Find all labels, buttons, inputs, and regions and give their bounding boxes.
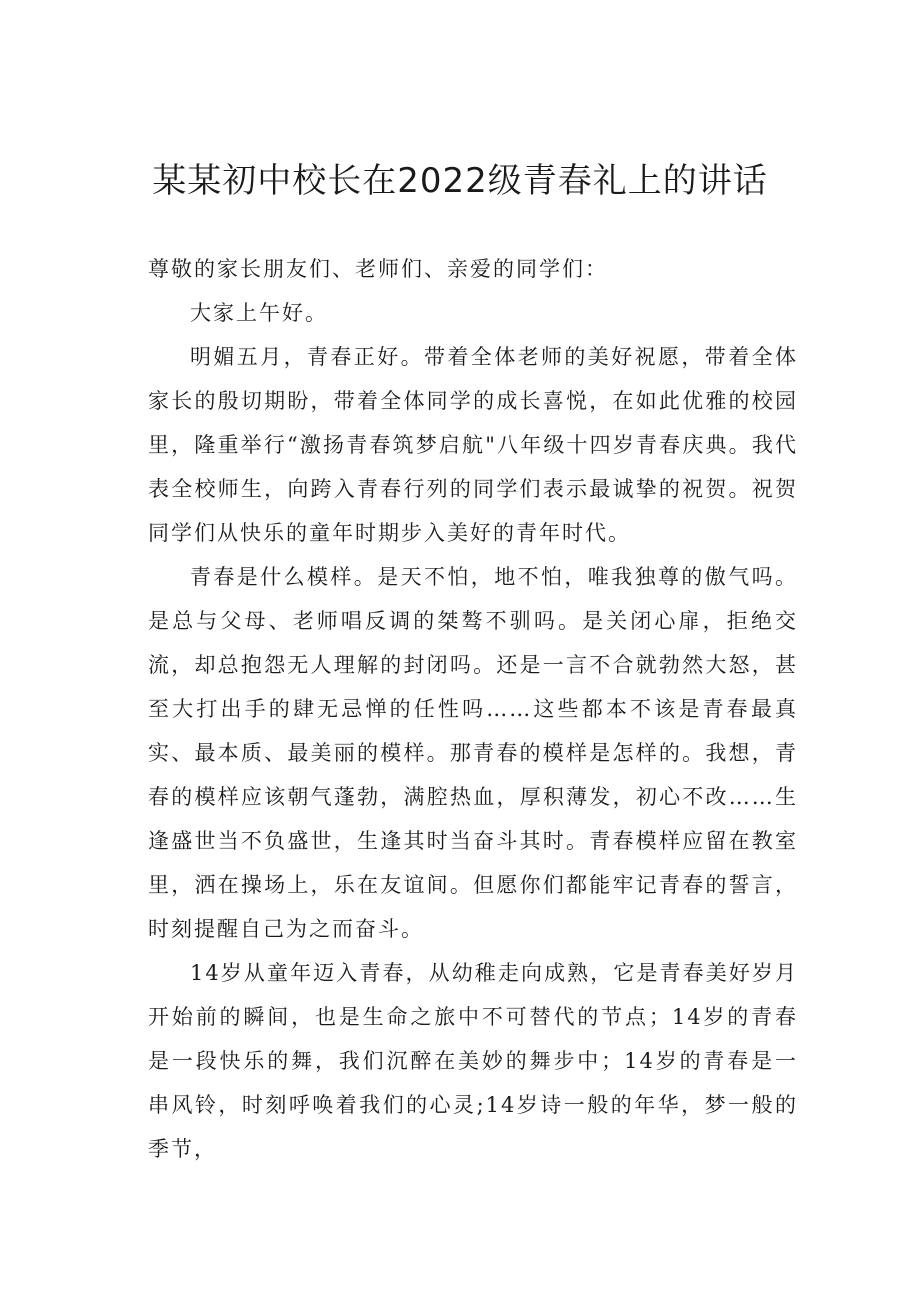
paragraph-opening: 明媚五月，青春正好。带着全体老师的美好祝愿，带着全体家长的殷切期盼，带着全体同学的成长喜悦，在如此优雅的校园里，隆重举行“激扬青春筑梦启航"八年级十四岁青春庆典。我代表全校师生，向跨入青春行列的同学们表示最诚挚的祝贺。祝贺同学们从快乐的童年时期步入美好的青年时代。 [148,345,798,545]
document-title: 某某初中校长在2022级青春礼上的讲话 [152,161,768,201]
salutation: 尊敬的家长朋友们、老师们、亲爱的同学们： [148,257,608,281]
paragraph-greeting: 大家上午好。 [190,301,328,325]
paragraph-age-fourteen: 14岁从童年迈入青春，从幼稚走向成熟，它是青春美好岁月开始前的瞬间，也是生命之旅中不可替代的节点；14岁的青春是一段快乐的舞，我们沉醉在美妙的舞步中；14岁的青春是一串风铃，时刻呼唤着我们的心灵;14岁诗一般的年华，梦一般的季节， [148,961,798,1161]
paragraph-youth-appearance: 青春是什么模样。是天不怕，地不怕，唯我独尊的傲气吗。是总与父母、老师唱反调的桀骜不驯吗。是关闭心扉，拒绝交流，却总抱怨无人理解的封闭吗。还是一言不合就勃然大怒，甚至大打出手的肆无忌惮的任性吗……这些都本不该是青春最真实、最本质、最美丽的模样。那青春的模样是怎样的。我想，青春的模样应该朝气蓬勃，满腔热血，厚积薄发，初心不改……生逢盛世当不负盛世，生逢其时当奋斗其时。青春模样应留在教室里，洒在操场上，乐在友谊间。但愿你们都能牢记青春的誓言，时刻提醒自己为之而奋斗。 [148,565,798,941]
document-body [148,247,798,1171]
